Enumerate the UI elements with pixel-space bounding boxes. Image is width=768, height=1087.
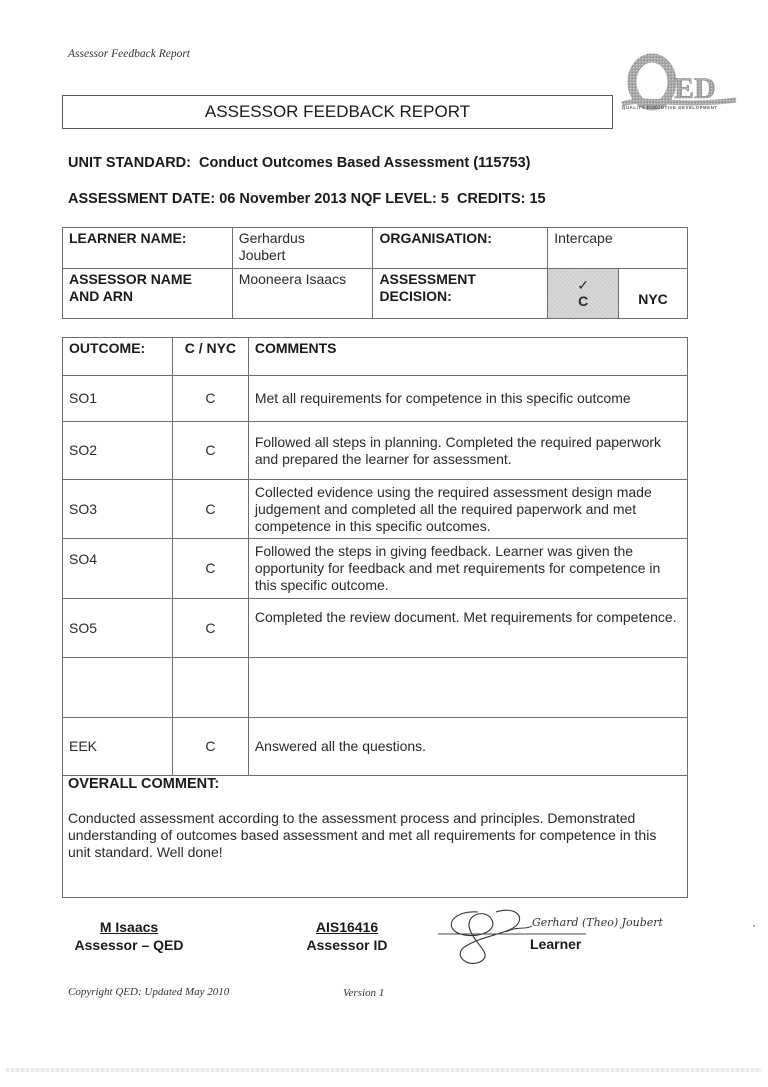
outcome-cell: SO4 — [63, 539, 173, 599]
comment-cell: Met all requirements for competence in this specific outcome — [248, 376, 687, 422]
outcome-cell: SO2 — [63, 422, 173, 480]
result-cell: C — [172, 718, 248, 776]
comment-cell: Collected evidence using the required assessment design made judgement and completed all the required paperwork and met competence in this specific outcomes. — [248, 480, 687, 539]
outcomes-table — [62, 337, 688, 776]
result-cell: C — [172, 422, 248, 480]
assessment-decision-label: ASSESSMENT DECISION: — [373, 269, 548, 319]
decision-nyc-cell: NYC — [619, 269, 688, 319]
table-row — [63, 376, 688, 422]
comment-cell: Completed the review document. Met requirements for competence. — [248, 599, 687, 658]
unit-standard-value: Conduct Outcomes Based Assessment (115753) — [199, 155, 531, 171]
learner-info-table — [62, 227, 688, 319]
overall-comment-text: Conducted assessment according to the assessment process and principles. Demonstrated understanding of outcomes based assessment and met all requirements for competence in this unit standard. Well done! — [68, 810, 657, 860]
table-row — [63, 718, 688, 776]
version-footer: Version 1 — [343, 987, 385, 999]
table-row — [63, 422, 688, 480]
result-cell: C — [172, 480, 248, 539]
outcome-cell — [63, 658, 173, 718]
learner-label: Learner — [530, 936, 582, 952]
svg-text:ED: ED — [674, 72, 716, 105]
table-row — [63, 658, 688, 718]
nqf-level-value: 5 — [440, 191, 449, 207]
comment-cell — [248, 658, 687, 718]
comment-cell: Followed the steps in giving feedback. Learner was given the opportunity for feedback and met requirements for competence in this specific outcome. — [248, 539, 687, 599]
assessor-id-block — [295, 918, 399, 954]
outcome-cell: SO3 — [63, 480, 173, 539]
qed-logo — [618, 52, 738, 112]
assessor-name-signed: M Isaacs — [99, 919, 159, 935]
table-row — [63, 480, 688, 539]
overall-comment-box — [62, 775, 688, 898]
assessment-date-value: 06 November 2013 — [219, 191, 347, 207]
logo-subtitle: QUALITY EXECUTIVE DEVELOPMENT — [622, 105, 718, 110]
outcome-cell: EEK — [63, 718, 173, 776]
header-comments: COMMENTS — [248, 338, 687, 376]
assessor-id-value: AIS16416 — [315, 919, 379, 935]
learner-name-value: Gerhardus Joubert — [232, 228, 373, 269]
outcome-cell: SO5 — [63, 599, 173, 658]
organisation-value: Intercape — [548, 228, 688, 269]
header-outcome: OUTCOME: — [63, 338, 173, 376]
assessment-line — [68, 191, 546, 207]
assessor-role: Assessor – QED — [74, 937, 184, 953]
assessor-id-label: Assessor ID — [306, 937, 388, 953]
table-row — [63, 599, 688, 658]
credits-value: 15 — [529, 191, 546, 207]
outcomes-header-row — [63, 338, 688, 376]
signature-scribble-icon — [436, 904, 766, 966]
assessor-signature-block — [66, 918, 192, 954]
comment-cell: Answered all the questions. — [248, 718, 687, 776]
unit-standard-label: UNIT STANDARD: — [68, 155, 191, 171]
copyright-footer: Copyright QED: Updated May 2010 — [68, 986, 230, 998]
assessor-name-label: ASSESSOR NAME AND ARN — [63, 269, 233, 319]
learner-signature-block — [436, 904, 766, 966]
result-cell: C — [172, 539, 248, 599]
result-cell: C — [172, 376, 248, 422]
outcome-cell: SO1 — [63, 376, 173, 422]
learner-name-label: LEARNER NAME: — [63, 228, 233, 269]
scan-edge-divider — [6, 1068, 762, 1072]
table-row — [63, 539, 688, 599]
organisation-label: ORGANISATION: — [373, 228, 548, 269]
decision-competent-cell — [548, 269, 619, 319]
report-title: ASSESSOR FEEDBACK REPORT — [62, 95, 613, 129]
comment-cell: Followed all steps in planning. Completed the required paperwork and prepared the learner for assessment. — [248, 422, 687, 480]
credits-label: CREDITS: — [456, 191, 526, 207]
result-cell: C — [172, 599, 248, 658]
signature-dot: · — [752, 918, 756, 932]
running-header: Assessor Feedback Report — [68, 48, 190, 60]
nqf-level-label: NQF LEVEL: — [350, 191, 437, 207]
decision-competent-label: C — [578, 292, 589, 309]
header-c-nyc: C / NYC — [172, 338, 248, 376]
qed-logo-icon — [618, 52, 738, 112]
result-cell — [172, 658, 248, 718]
unit-standard-line — [68, 155, 531, 171]
assessor-name-value: Mooneera Isaacs — [232, 269, 373, 319]
overall-comment-label: OVERALL COMMENT: — [68, 776, 220, 792]
assessment-date-label: ASSESSMENT DATE: — [68, 191, 216, 207]
learner-handwritten-signature: Gerhard (Theo) Joubert — [532, 916, 663, 929]
checkmark-icon: ✓ — [577, 276, 589, 293]
